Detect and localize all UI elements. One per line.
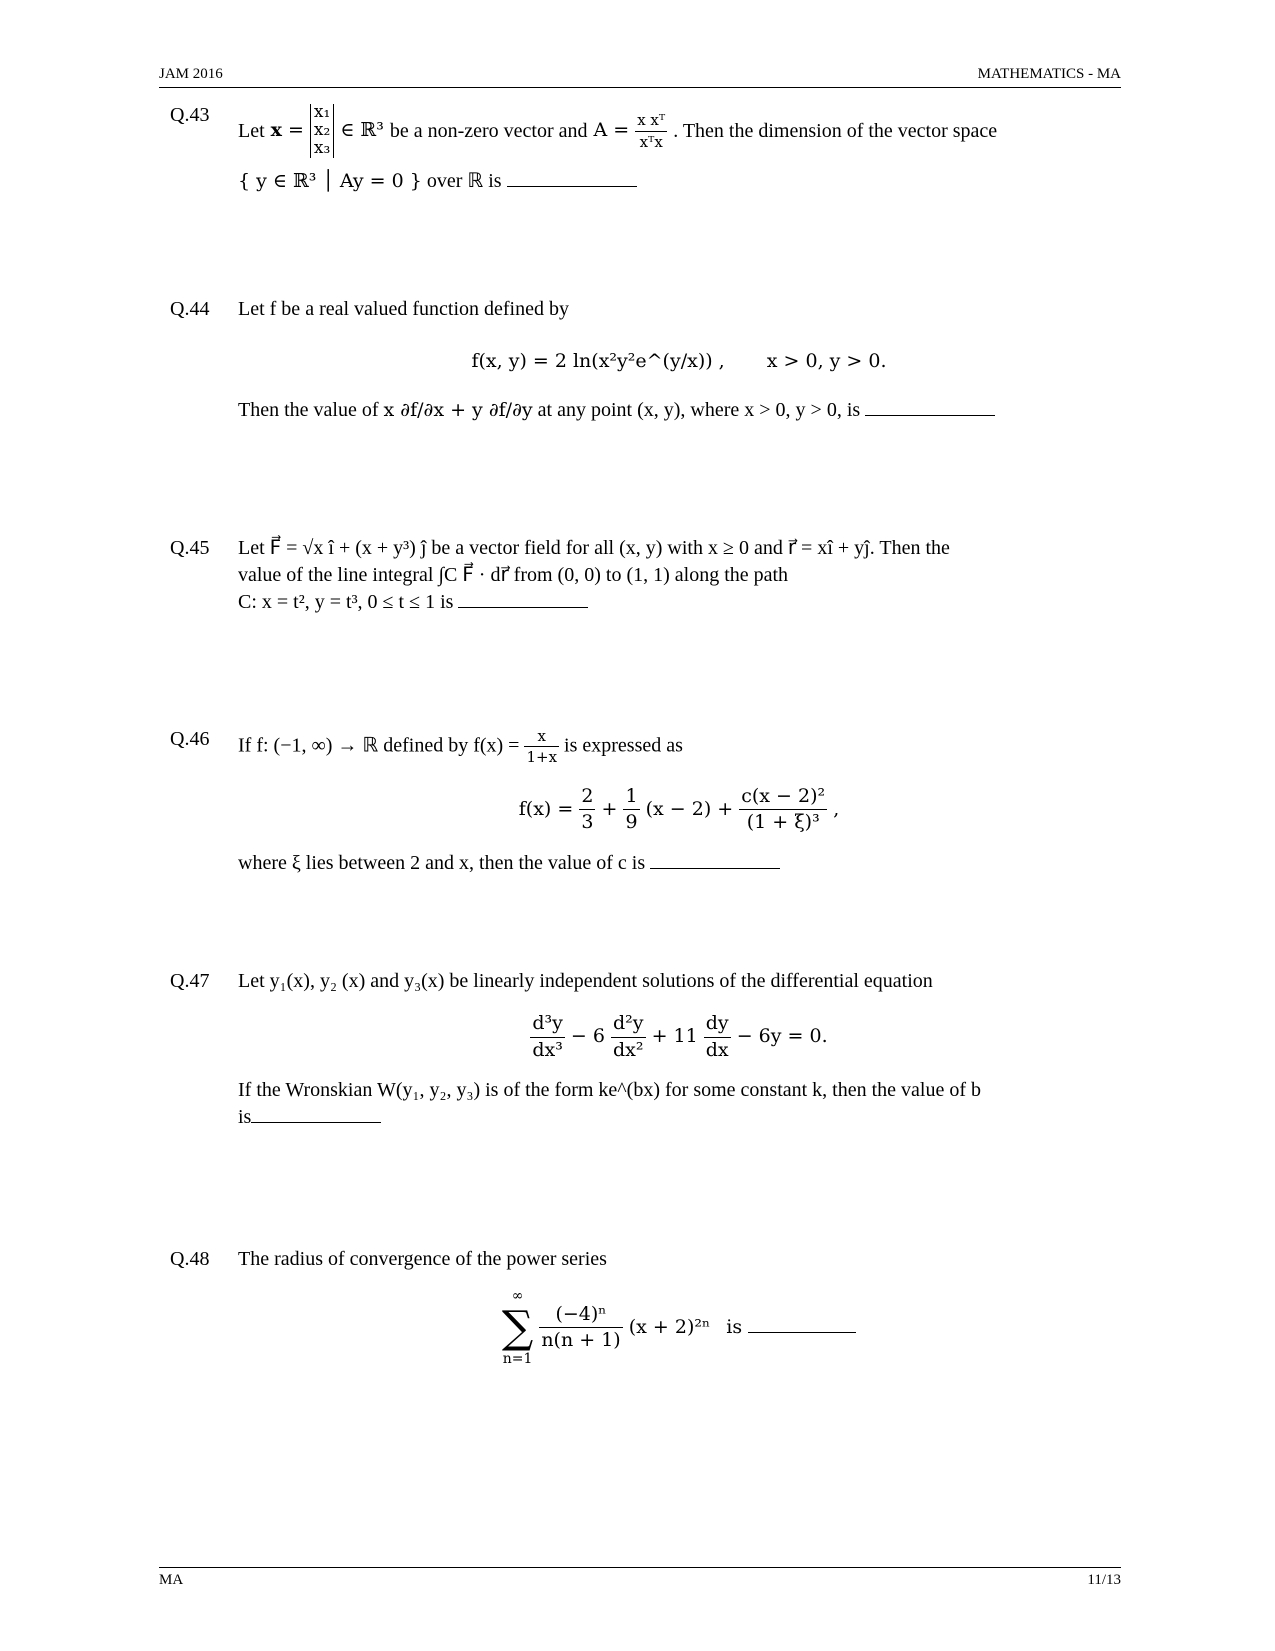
comma: , bbox=[833, 797, 840, 820]
display-equation bbox=[238, 349, 1120, 375]
term: (x − 2) + bbox=[645, 797, 734, 820]
denominator: dx³ bbox=[532, 1038, 563, 1061]
term: + 11 bbox=[651, 1025, 698, 1048]
intro-text: The radius of convergence of the power series bbox=[238, 1248, 607, 1270]
answer-blank[interactable] bbox=[748, 1314, 856, 1333]
fraction bbox=[530, 1011, 565, 1063]
text-line: Let F⃗ = √x î + (x + y³) ĵ be a vector field for all (x, y) with x ≥ 0 and r⃗ = xî + yĵ. Then the bbox=[238, 537, 950, 559]
header-subject: MATHEMATICS - MA bbox=[977, 66, 1121, 82]
denominator: xᵀx bbox=[639, 132, 663, 151]
header-exam: JAM 2016 bbox=[159, 66, 223, 82]
vector-entry: x₂ bbox=[313, 120, 331, 141]
text-tail: at any point (x, y), where x > 0, y > 0, is bbox=[537, 398, 861, 421]
display-equation bbox=[238, 1011, 1120, 1063]
text-tail: . Then the dimension of the vector space bbox=[673, 119, 998, 142]
text-end: over ℝ is bbox=[426, 170, 502, 192]
fraction bbox=[739, 784, 827, 836]
numerator: x xᵀ bbox=[635, 110, 667, 131]
numerator: (−4)ⁿ bbox=[539, 1302, 622, 1329]
text-line: If the Wronskian W(y₁, y₂, y₃) is of the form ke^(bx) for some constant k, then the value of b bbox=[238, 1079, 982, 1102]
text-line: value of the line integral ∫C F⃗ · dr⃗ from (0, 0) to (1, 1) along the path bbox=[238, 564, 789, 586]
vector-x: x bbox=[270, 119, 282, 142]
in-r3: ∈ ℝ³ bbox=[340, 119, 384, 142]
fraction bbox=[539, 1302, 622, 1354]
page-number: 11/13 bbox=[1087, 1572, 1121, 1588]
question-body bbox=[238, 968, 1120, 1131]
intro-text: If f: (−1, ∞) → ℝ defined by f(x) = bbox=[238, 734, 520, 757]
text-then: Then the value of bbox=[238, 398, 379, 421]
text-let: Let bbox=[238, 119, 265, 142]
page-footer bbox=[159, 1567, 1121, 1589]
intro-text: Let f be a real valued function defined by bbox=[238, 298, 569, 320]
set-expression: { y ∈ ℝ³ │ Ay = 0 } bbox=[238, 170, 422, 192]
numerator: x bbox=[524, 726, 559, 747]
question-number: Q.46 bbox=[170, 728, 210, 750]
expression: x ∂f/∂x + y ∂f/∂y bbox=[383, 398, 533, 421]
text-mid: be a non-zero vector and bbox=[389, 119, 588, 142]
sigma-symbol: ∑ bbox=[501, 1301, 534, 1353]
fraction bbox=[635, 110, 667, 152]
fraction bbox=[623, 784, 639, 836]
question-body bbox=[238, 1246, 1120, 1369]
column-vector bbox=[310, 104, 334, 158]
fraction bbox=[579, 784, 595, 836]
fraction bbox=[704, 1011, 731, 1063]
answer-blank[interactable] bbox=[865, 397, 995, 416]
question-number: Q.48 bbox=[170, 1248, 210, 1270]
page-header bbox=[159, 66, 1121, 88]
equation: f(x, y) = 2 ln(x²y²e^(y/x)) , bbox=[471, 350, 725, 372]
denominator: 1+x bbox=[526, 748, 558, 767]
denominator: (1 + ξ)³ bbox=[746, 811, 820, 834]
question-number: Q.45 bbox=[170, 537, 210, 559]
denominator: n(n + 1) bbox=[541, 1329, 621, 1352]
numerator: d³y bbox=[530, 1011, 565, 1038]
fraction bbox=[611, 1011, 646, 1063]
text-line: C: x = t², y = t³, 0 ≤ t ≤ 1 is bbox=[238, 591, 454, 613]
vector-entry: x₃ bbox=[313, 137, 331, 158]
display-equation bbox=[238, 784, 1120, 836]
display-equation bbox=[238, 1287, 1120, 1369]
plus: + bbox=[601, 797, 618, 820]
question-number: Q.43 bbox=[170, 104, 210, 126]
intro-text: Let y₁(x), y₂ (x) and y₃(x) be linearly independent solutions of the differential equation bbox=[238, 970, 933, 992]
numerator: d²y bbox=[611, 1011, 646, 1038]
numerator: c(x − 2)² bbox=[739, 784, 827, 811]
denominator: 3 bbox=[581, 811, 594, 834]
question-body bbox=[238, 296, 1120, 424]
vector-entry: x₁ bbox=[313, 102, 331, 123]
question-body bbox=[238, 100, 1120, 195]
term: − 6y = 0. bbox=[736, 1025, 828, 1048]
summation bbox=[502, 1287, 533, 1369]
lhs: f(x) = bbox=[518, 797, 574, 820]
denominator: dx² bbox=[613, 1038, 644, 1061]
footer-code: MA bbox=[159, 1572, 184, 1588]
text-is: is bbox=[726, 1315, 743, 1338]
question-number: Q.47 bbox=[170, 970, 210, 992]
equals: = bbox=[287, 119, 304, 142]
answer-blank[interactable] bbox=[251, 1104, 381, 1123]
denominator: 9 bbox=[625, 811, 638, 834]
term: − 6 bbox=[570, 1025, 605, 1048]
text-tail: where ξ lies between 2 and x, then the value of c is bbox=[238, 851, 646, 874]
answer-blank[interactable] bbox=[507, 168, 637, 187]
answer-blank[interactable] bbox=[458, 589, 588, 608]
question-body bbox=[238, 535, 1120, 616]
text-line: is bbox=[238, 1106, 252, 1129]
fraction bbox=[524, 726, 559, 768]
numerator: dy bbox=[704, 1011, 731, 1038]
question-number: Q.44 bbox=[170, 298, 210, 320]
numerator: 1 bbox=[623, 784, 639, 811]
intro-text: is expressed as bbox=[564, 734, 683, 757]
lower-limit: n=1 bbox=[502, 1350, 533, 1367]
factor: (x + 2)²ⁿ bbox=[628, 1315, 711, 1338]
condition: x > 0, y > 0. bbox=[766, 350, 887, 372]
denominator: dx bbox=[705, 1038, 729, 1061]
answer-blank[interactable] bbox=[650, 850, 780, 869]
question-body bbox=[238, 726, 1120, 877]
numerator: 2 bbox=[579, 784, 595, 811]
matrix-a: A = bbox=[593, 119, 630, 142]
upper-limit: ∞ bbox=[511, 1288, 524, 1304]
